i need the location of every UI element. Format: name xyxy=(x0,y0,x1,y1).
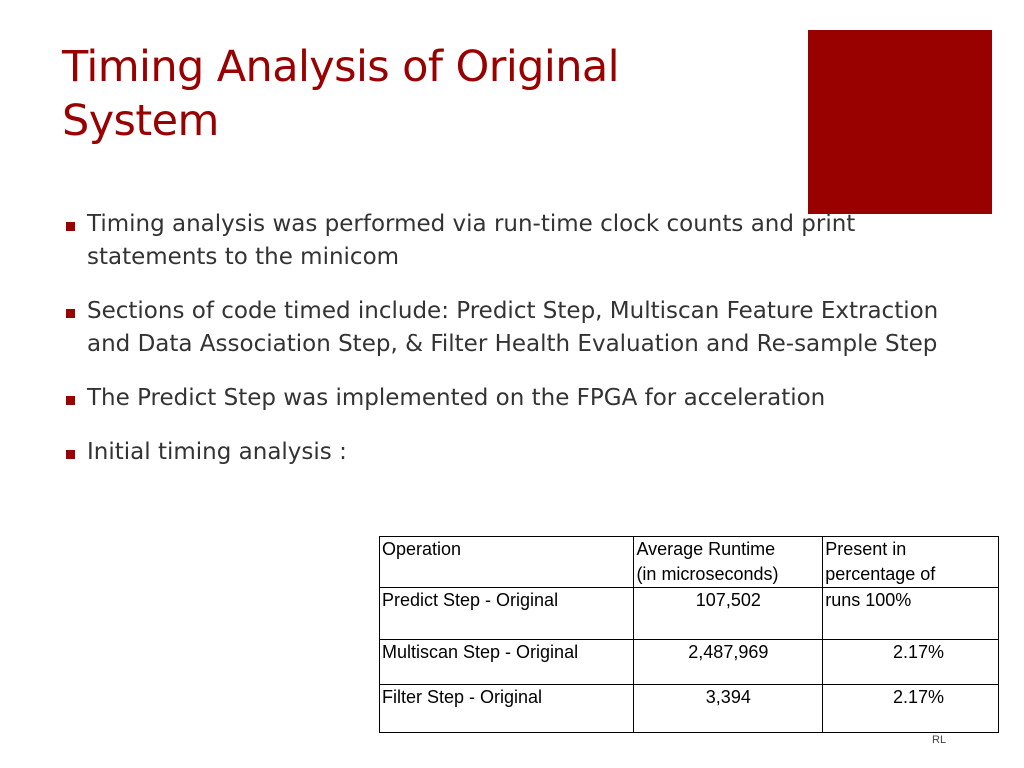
bullet-item xyxy=(62,382,987,415)
cell-runtime: 2,487,969 xyxy=(634,640,823,685)
bullet-text: Initial timing analysis : xyxy=(87,439,347,465)
table-row xyxy=(380,685,999,733)
square-bullet-icon xyxy=(66,222,75,231)
cell-runtime: 107,502 xyxy=(634,588,823,640)
bullet-text: Sections of code timed include: Predict Step, Multiscan Feature Extraction and Data Association Step, & Filter Health Evaluation and Re-sample Step xyxy=(87,298,939,357)
table-header-row xyxy=(380,537,999,588)
bullet-item xyxy=(62,436,987,469)
cell-operation: Predict Step - Original xyxy=(380,588,634,640)
footer-initials: RL xyxy=(932,734,947,746)
square-bullet-icon xyxy=(66,450,75,459)
cell-runtime: 3,394 xyxy=(634,685,823,733)
header-operation: Operation xyxy=(380,537,634,588)
square-bullet-icon xyxy=(66,396,75,405)
cell-operation: Filter Step - Original xyxy=(380,685,634,733)
square-bullet-icon xyxy=(66,309,75,318)
bullet-item xyxy=(62,208,987,274)
bullet-list xyxy=(62,208,987,490)
bullet-item xyxy=(62,295,987,361)
cell-percent: 2.17% xyxy=(823,640,999,685)
cell-percent: runs 100% xyxy=(823,588,999,640)
timing-table xyxy=(379,536,999,733)
cell-percent: 2.17% xyxy=(823,685,999,733)
slide-title: Timing Analysis of Original System xyxy=(62,42,619,146)
bullet-text: The Predict Step was implemented on the FPGA for acceleration xyxy=(87,385,826,411)
header-percent: Present in percentage of xyxy=(823,537,999,588)
bullet-text: Timing analysis was performed via run-time clock counts and print statements to the minicom xyxy=(87,211,856,270)
accent-block xyxy=(808,30,992,214)
table-row xyxy=(380,588,999,640)
header-runtime: Average Runtime (in microseconds) xyxy=(634,537,823,588)
cell-operation: Multiscan Step - Original xyxy=(380,640,634,685)
table-row xyxy=(380,640,999,685)
